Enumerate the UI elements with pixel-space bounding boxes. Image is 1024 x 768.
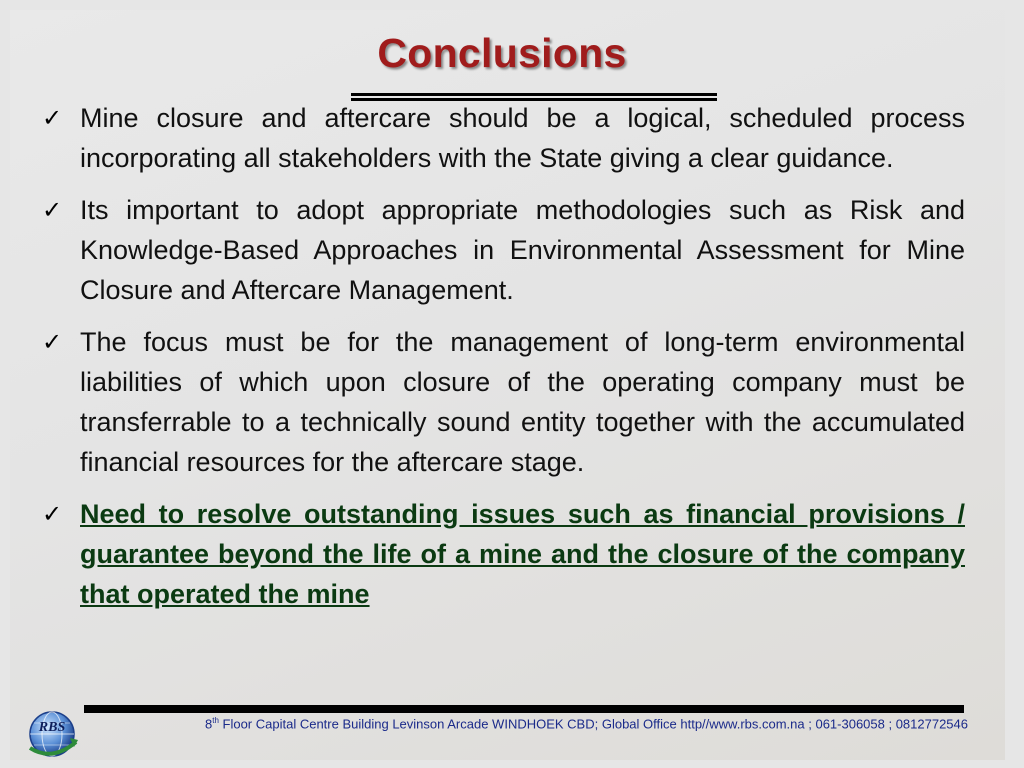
bullet-text: Its important to adopt appropriate methodologies such as Risk and Knowledge-Based Approaches in Environmental Assessment for Mine Closure and Aftercare Management.	[80, 195, 965, 305]
checkmark-icon: ✓	[42, 196, 63, 224]
bullet-item	[40, 98, 965, 178]
globe-icon	[20, 706, 84, 762]
checkmark-icon: ✓	[42, 500, 63, 528]
footer-divider	[84, 705, 964, 713]
checkmark-icon: ✓	[42, 104, 63, 132]
slide-title: Conclusions	[377, 30, 627, 76]
bullet-text: The focus must be for the management of long-term environmental liabilities of which upon closure of the operating company must be transferrable to a technically sound entity together with the accumulated financial resources for the aftercare stage.	[80, 327, 965, 477]
bullet-item	[40, 322, 965, 482]
bullet-item-emphasis	[40, 494, 965, 614]
footer-text: Floor Capital Centre Building Levinson Arcade WINDHOEK CBD; Global Office http//www.rbs.com.na ; 061-306058 ; 0812772546	[218, 716, 968, 732]
logo-text: RBS	[38, 720, 66, 735]
footer-floor-number: 8	[205, 716, 213, 732]
bullet-list	[40, 98, 965, 626]
checkmark-icon: ✓	[42, 328, 63, 356]
bullet-item	[40, 190, 965, 310]
rbs-logo	[20, 706, 84, 762]
footer-floor-suffix: th	[212, 716, 219, 725]
footer-address	[100, 716, 968, 731]
bullet-text: Need to resolve outstanding issues such as financial provisions / guarantee beyond the life of a mine and the closure of the company that operated the mine	[80, 499, 965, 609]
bullet-text: Mine closure and aftercare should be a logical, scheduled process incorporating all stakeholders with the State giving a clear guidance.	[80, 103, 965, 173]
